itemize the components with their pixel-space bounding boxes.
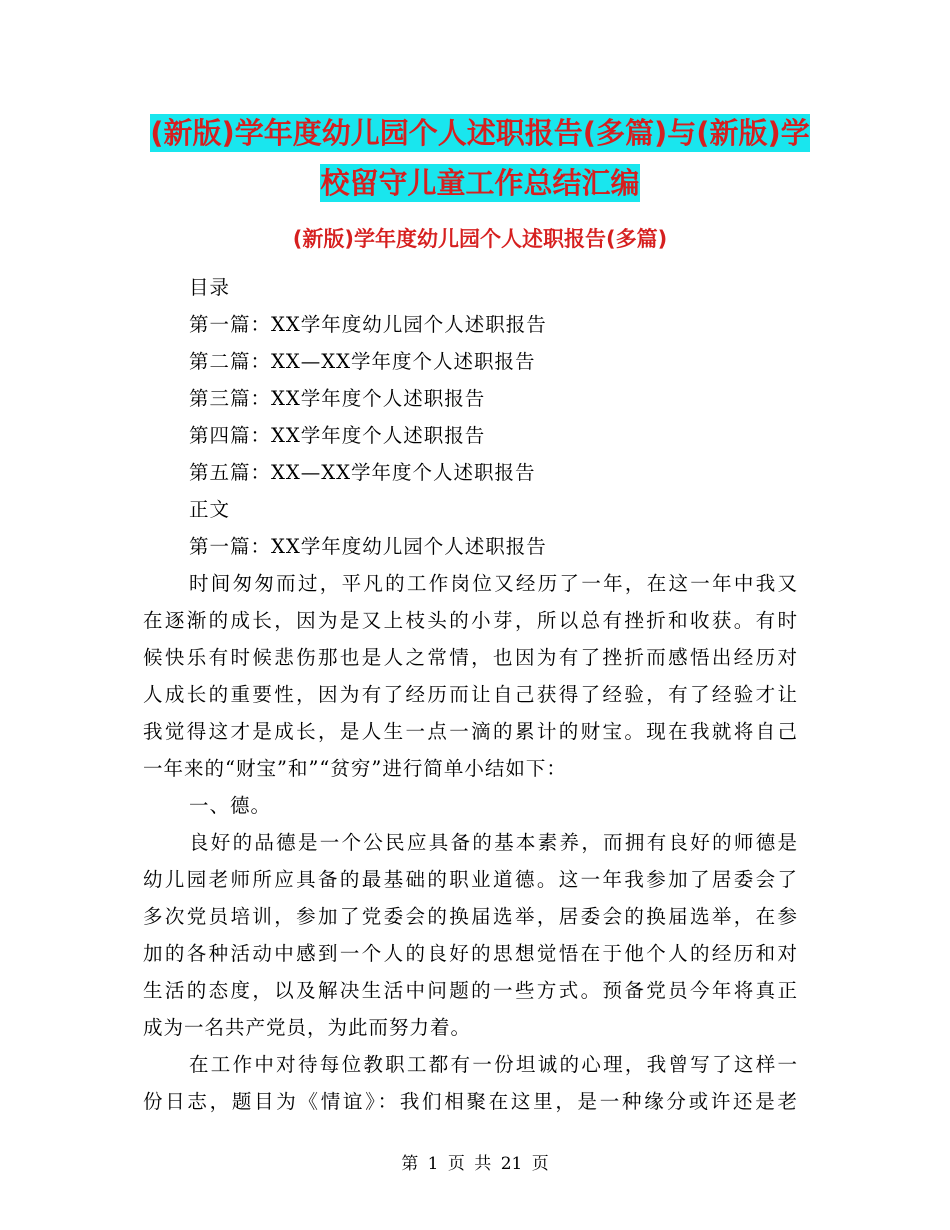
paragraph-line: 加的各种活动中感到一个人的良好的思想觉悟在于他个人的经历和对 [143,942,798,965]
page-footer: 第 1 页 共 21 页 [401,1154,549,1174]
toc-item: 第二篇：XX—XX学年度个人述职报告 [189,350,536,373]
paragraph-line: 人成长的重要性，因为有了经历而让自己获得了经验，有了经验才让 [143,683,798,706]
chapter-heading: 第一篇：XX学年度幼儿园个人述职报告 [189,535,547,558]
toc-item: 第三篇：XX学年度个人述职报告 [189,387,486,410]
paragraph-line: 在工作中对待每位教职工都有一份坦诚的心理，我曾写了这样一 [189,1053,798,1076]
paragraph-line: 在逐渐的成长，因为是又上枝头的小芽，所以总有挫折和收获。有时 [143,609,798,632]
toc-item: 第一篇：XX学年度幼儿园个人述职报告 [189,313,547,336]
section-heading: 一、德。 [189,794,272,817]
toc-item: 第四篇：XX学年度个人述职报告 [189,424,486,447]
paragraph-line: 我觉得这才是成长，是人生一点一滴的累计的财宝。现在我就将自己 [143,720,798,743]
paragraph-line: 幼儿园老师所应具备的最基础的职业道德。这一年我参加了居委会了 [143,868,798,891]
body-text [143,269,798,1120]
paragraph-line: 良好的品德是一个公民应具备的基本素养，而拥有良好的师德是 [189,831,798,854]
paragraph-line: 候快乐有时候悲伤那也是人之常情，也因为有了挫折而感悟出经历对 [143,646,798,669]
paragraph-line: 生活的态度，以及解决生活中问题的一些方式。预备党员今年将真正 [143,979,798,1002]
paragraph-line: 一年来的“财宝”和”“贫穷”进行简单小结如下： [143,757,567,780]
toc-item: 第五篇：XX—XX学年度个人述职报告 [189,461,536,484]
section-title: (新版)学年度幼儿园个人述职报告(多篇) [292,227,668,251]
main-title-line-2: 校留守儿童工作总结汇编 [320,166,640,200]
body-heading: 正文 [189,498,231,521]
paragraph-line: 成为一名共产党员，为此而努力着。 [143,1016,472,1039]
paragraph-line: 时间匆匆而过，平凡的工作岗位又经历了一年，在这一年中我又 [189,572,798,595]
toc-heading: 目录 [189,276,231,299]
paragraph-line: 多次党员培训，参加了党委会的换届选举，居委会的换届选举，在参 [143,905,798,928]
paragraph-line: 份日志，题目为《情谊》：我们相聚在这里，是一种缘分或许还是老 [143,1090,798,1113]
main-title-line-1: (新版)学年度幼儿园个人述职报告(多篇)与(新版)学 [150,116,810,150]
main-title [140,108,820,208]
